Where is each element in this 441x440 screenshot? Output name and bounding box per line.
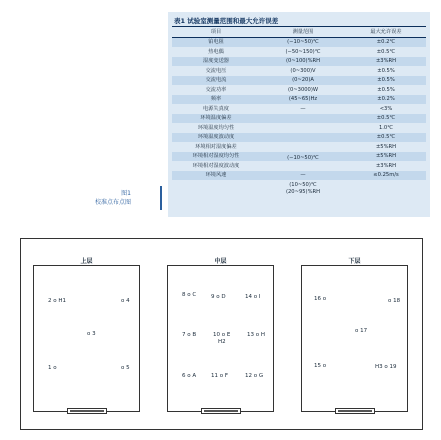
table-row [172,86,426,95]
cell-item: 环境相对湿度偏差 [195,143,237,150]
cell-item: 环境风速 [205,172,227,178]
table-row [172,95,426,104]
cell-item: 环境温度均匀性 [197,124,235,131]
cell-error: ±0.5℃ [376,48,396,55]
cell-error: ±0.5% [377,67,395,74]
cell-item: 铂电阻 [208,39,224,45]
cell-error: ±0.2% [377,96,395,102]
point-15: 15 o [314,363,327,369]
panel-lower-title: 下层 [348,258,361,265]
figure-caption [95,189,131,207]
cell-item: 交流电压 [205,67,227,74]
table-row [172,57,426,66]
cell-item: 环境温度偏差 [200,115,232,121]
table-row [172,162,426,171]
cell-range: (45~65)Hz [288,96,318,102]
cell-error: ≤0.25m/s [373,172,399,178]
caption-accent-bar [160,186,162,210]
cell-item: 环境相对湿度均匀性 [192,153,240,159]
point-16: 16 o [314,296,327,302]
point-4: o 4 [121,298,130,304]
cell-range: (0~3000)W [287,86,319,93]
cell-item: 热电偶 [208,48,224,55]
cell-item: 环境相对湿度波动度 [192,162,240,169]
cell-item: 频率 [210,96,222,102]
cell-error: ±5%RH [375,153,397,159]
table-header-row [172,28,426,37]
cell-range: (−50~150)℃ [285,48,321,55]
cell-error: ±0.5℃ [376,134,396,140]
cell-error: <3% [379,105,393,112]
point-8-c: 8 o C [182,292,197,298]
point-h3-19: H3 o 19 [375,364,397,370]
point-3: o 3 [87,331,96,337]
panel-upper-title: 上层 [80,258,93,265]
cell-item: 湿度变送器 [203,58,229,64]
table-row [172,124,426,133]
point-13-h: 13 o H [247,332,265,338]
cell-range [260,114,346,123]
header-item: 项目 [210,29,222,35]
point-14-i: 14 o I [245,294,261,300]
cell-item: 交流电流 [205,77,227,83]
cell-range: (−10~50)℃ [287,39,319,45]
cell-item: 电源失真度 [203,105,229,112]
point-18: o 18 [388,298,401,304]
panel-upper [33,258,140,412]
merged-humidity-range-1: (10~50)℃ [289,182,317,188]
table-top-rule [172,26,426,27]
cell-range [260,162,346,171]
panel-middle-title: 中层 [214,258,227,265]
point-7-b: 7 o B [182,332,197,338]
cell-range [260,124,346,133]
table-row [172,133,426,142]
panel-middle [167,258,274,412]
cell-error: ±3%RH [375,58,397,64]
cell-error: ±5%RH [375,143,397,150]
cell-item: 环境温度波动度 [197,134,235,140]
cell-range: (0~20)A [292,77,314,83]
table-row [172,171,426,180]
point-h2: H2 [218,339,226,345]
table-row [172,67,426,76]
cell-range [260,133,346,142]
cell-range: (0~100)%RH [285,58,321,64]
merged-humidity-range-2: (20~95)%RH [285,189,321,195]
merged-temp-range: (−10~50)℃ [287,155,319,161]
figure-title: 校准点布点图 [94,199,131,206]
panel-lower [301,258,408,412]
door-marker [67,408,107,414]
table-title: 表1 试验室测量范围和最大允许误差 [174,17,279,25]
cell-error: 1.0℃ [378,124,394,131]
cell-error: ±0.2℃ [376,39,396,45]
measurement-table [168,12,430,217]
point-5: o 5 [121,365,130,371]
table-row [172,38,426,47]
table-row [172,114,426,123]
table-row [172,143,426,152]
cell-error: ±0.5% [377,77,395,83]
point-6-a: 6 o A [182,373,197,379]
cell-error: ±0.5% [377,86,395,93]
table-row [172,76,426,85]
figure-number: 图1 [121,190,131,197]
cell-error: ±0.5℃ [376,115,396,121]
point-10-e: 10 o E [213,332,231,338]
point-9-d: 9 o D [211,294,226,300]
cell-range [260,143,346,152]
cell-range: (0~300)V [290,67,316,74]
point-11-f: 11 o F [211,373,229,379]
header-range: 测量范围 [292,29,314,35]
point-2-h1: 2 o H1 [48,298,66,304]
door-marker [201,408,241,414]
cell-range: — [300,172,306,178]
point-1: 1 o [48,365,57,371]
table-row [172,105,426,114]
point-12-g: 12 o G [245,373,264,379]
header-error: 最大允许误差 [370,29,402,35]
cell-range: — [300,105,306,112]
cell-item: 交流功率 [205,86,227,93]
table-row [172,48,426,57]
point-17: o 17 [355,328,368,334]
door-marker [335,408,375,414]
cell-error: ±3%RH [375,162,397,169]
